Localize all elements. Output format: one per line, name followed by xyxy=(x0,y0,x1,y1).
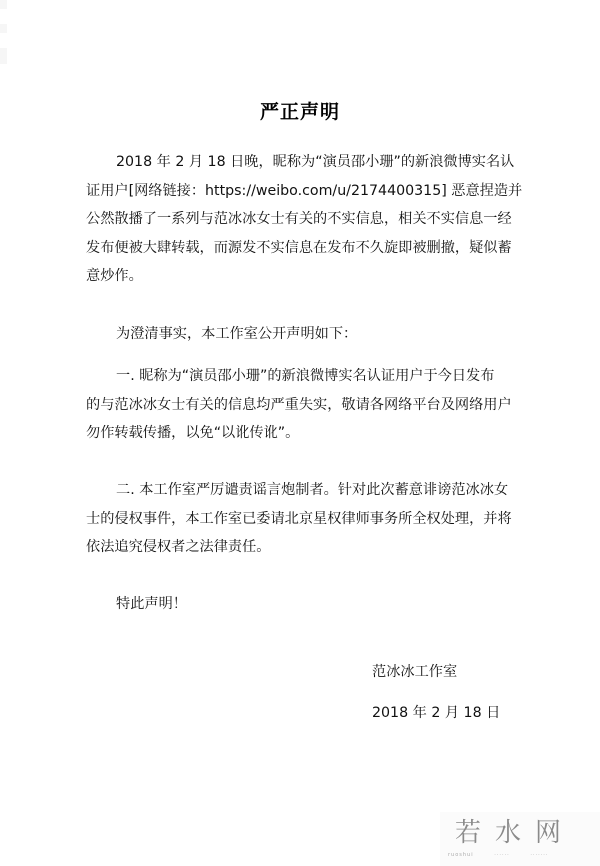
edge-mark xyxy=(0,48,7,64)
scan-edge-artifacts xyxy=(0,0,8,866)
text-line: 特此声明！ xyxy=(116,596,187,612)
paragraph-closing xyxy=(86,590,516,619)
text-line: 意炒作。 xyxy=(86,268,143,284)
watermark-subtext: ruoshui ······ ······· xyxy=(448,852,549,858)
text-line: 二. 本工作室严厉谴责谣言炮制者。针对此次蓄意诽谤范冰冰女 xyxy=(116,482,509,498)
signature-name: 范冰冰工作室 xyxy=(372,664,458,680)
text-line: 一. 昵称为“演员邵小珊”的新浪微博实名认证用户于今日发布 xyxy=(116,368,495,384)
text-line: 发布便被大肆转载，而源发不实信息在发布不久旋即被删撤，疑似蓄 xyxy=(86,239,512,256)
paragraph-incident xyxy=(86,148,523,291)
paragraph-intro xyxy=(86,320,516,349)
paragraph-point-two xyxy=(86,476,516,562)
text-line: 公然散播了一系列与范冰冰女士有关的不实信息，相关不实信息一经 xyxy=(86,211,512,227)
text-line: 2018 年 2 月 18 日晚，昵称为“演员邵小珊”的新浪微博实名认 xyxy=(116,154,515,170)
edge-mark xyxy=(0,24,7,33)
text-line: 勿作转载传播，以免“以讹传讹”。 xyxy=(86,425,300,441)
watermark xyxy=(440,812,600,866)
signature-date: 2018 年 2 月 18 日 xyxy=(372,705,501,721)
document-title: 严正声明 xyxy=(259,101,340,123)
text-line-with-link: 证用户[网络链接：https://weibo.com/u/2174400315] 恶意捏造并 xyxy=(86,182,523,199)
text-line: 的与范冰冰女士有关的信息均严重失实，敬请各网络平台及网络用户 xyxy=(86,396,512,413)
paragraph-point-one xyxy=(86,362,516,448)
text-line: 为澄清事实，本工作室公开声明如下： xyxy=(116,326,358,342)
text-line: 士的侵权事件，本工作室已委请北京星权律师事务所全权处理，并将 xyxy=(86,510,512,527)
edge-mark xyxy=(0,0,7,9)
watermark-logo-text: 若水网 xyxy=(454,818,575,848)
text-line: 依法追究侵权者之法律责任。 xyxy=(86,539,271,555)
